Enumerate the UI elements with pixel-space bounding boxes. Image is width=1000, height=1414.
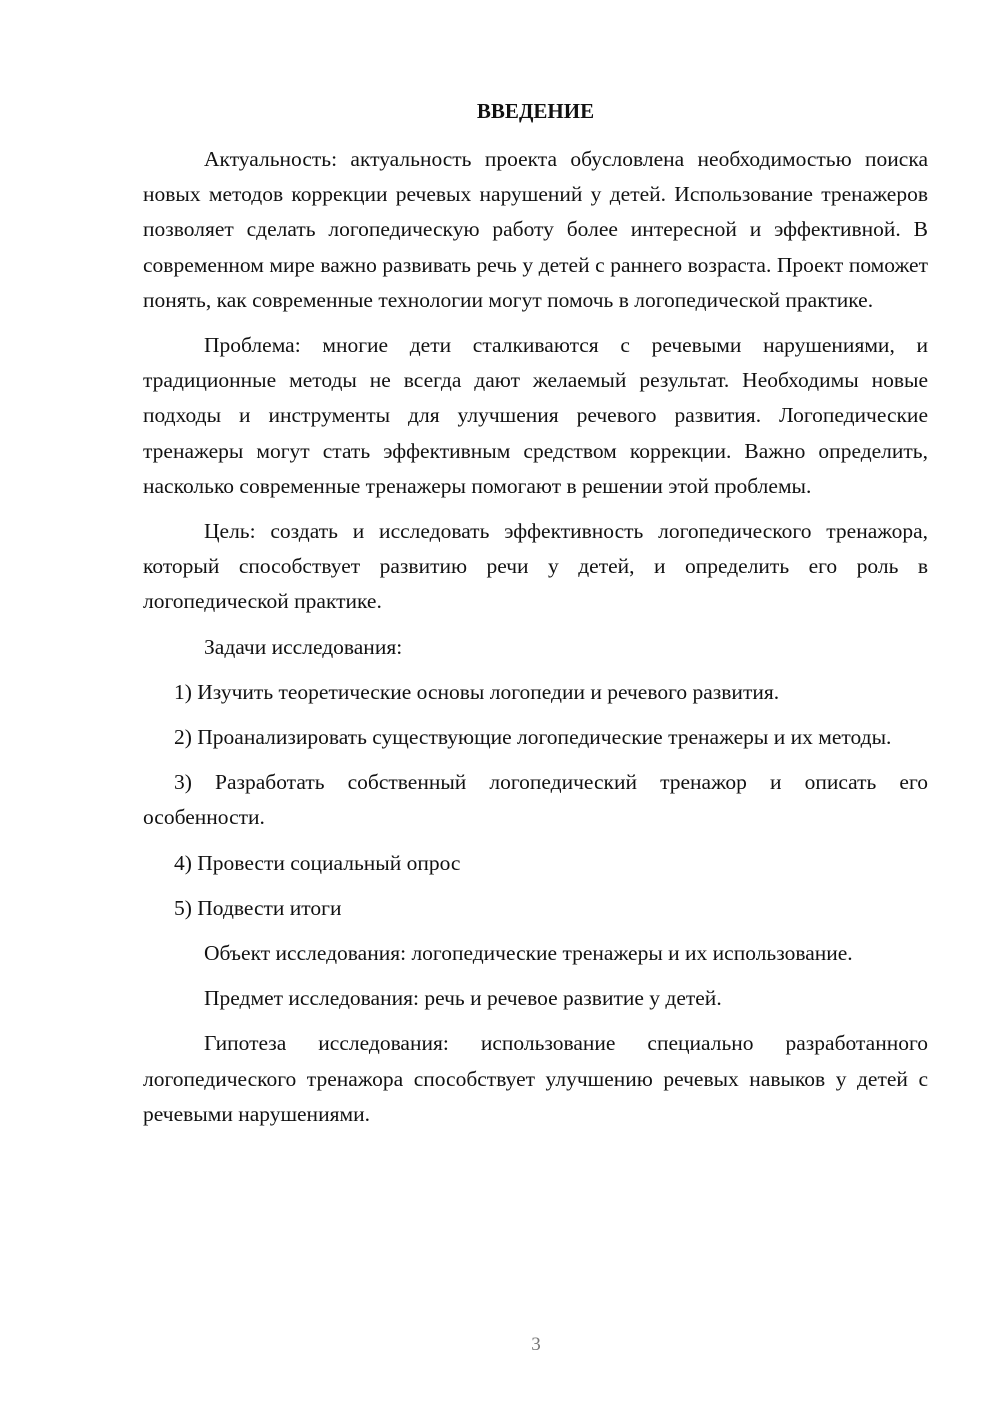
document-body bbox=[143, 142, 928, 1142]
paragraph-subject: Предмет исследования: речь и речевое развитие у детей. bbox=[204, 986, 722, 1011]
task-item-3: 3) Разработать собственный логопедический тренажор и описать его особенности. bbox=[143, 770, 928, 830]
paragraph-relevance: Актуальность: актуальность проекта обусловлена необходимостью поиска новых методов коррекции речевых нарушений у детей. Использование тренажеров позволяет сделать логопедическую работу более интересной и эффективной. В современном мире важно развивать речь у детей с раннего возраста. Проект поможет понять, как современные технологии могут помочь в логопедической практике. bbox=[143, 147, 928, 312]
paragraph-tasks-heading: Задачи исследования: bbox=[204, 634, 403, 659]
paragraph-object: Объект исследования: логопедические тренажеры и их использование. bbox=[204, 941, 853, 966]
page-number: 3 bbox=[531, 1334, 541, 1355]
task-item-2: 2) Проанализировать существующие логопедические тренажеры и их методы. bbox=[174, 725, 892, 750]
paragraph-goal: Цель: создать и исследовать эффективность логопедического тренажора, который способствует развитию речи у детей, и определить его роль в логопедической практике. bbox=[143, 519, 928, 614]
task-item-5: 5) Подвести итоги bbox=[174, 895, 342, 920]
paragraph-problem: Проблема: многие дети сталкиваются с речевыми нарушениями, и традиционные методы не всегда дают желаемый результат. Необходимы новые подходы и инструменты для улучшения речевого развития. Логопедические тренажеры могут стать эффективным средством коррекции. Важно определить, насколько современные тренажеры помогают в решении этой проблемы. bbox=[143, 333, 928, 498]
paragraph-hypothesis: Гипотеза исследования: использование специально разработанного логопедического тренажора способствует улучшению речевых навыков у детей с речевыми нарушениями. bbox=[143, 1031, 928, 1126]
task-item-1: 1) Изучить теоретические основы логопедии и речевого развития. bbox=[174, 679, 780, 704]
section-heading: ВВЕДЕНИЕ bbox=[476, 99, 595, 123]
task-item-4: 4) Провести социальный опрос bbox=[174, 850, 461, 875]
